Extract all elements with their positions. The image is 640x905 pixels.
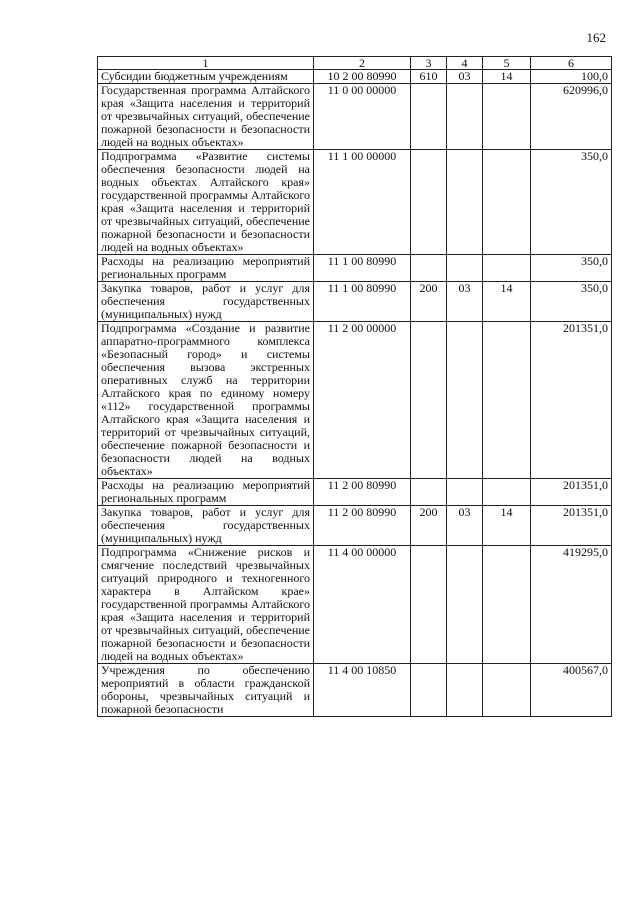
table-row (98, 479, 612, 506)
row-pr (483, 322, 531, 479)
column-number: 6 (531, 57, 612, 70)
row-rz: 03 (447, 282, 483, 322)
row-name: Закупка товаров, работ и услуг для обеспечения государственных (муниципальных) нужд (98, 282, 314, 322)
row-amount: 350,0 (531, 255, 612, 282)
row-rz (447, 664, 483, 717)
row-name: Расходы на реализацию мероприятий региональных программ (98, 479, 314, 506)
row-amount: 350,0 (531, 282, 612, 322)
row-amount: 201351,0 (531, 322, 612, 479)
table-row (98, 506, 612, 546)
row-pr: 14 (483, 282, 531, 322)
row-rz (447, 150, 483, 255)
row-code: 11 2 00 80990 (314, 506, 411, 546)
row-vr: 200 (411, 282, 447, 322)
row-pr (483, 150, 531, 255)
row-code: 11 1 00 80990 (314, 255, 411, 282)
table-row (98, 322, 612, 479)
row-rz (447, 255, 483, 282)
row-amount: 100,0 (531, 70, 612, 84)
row-name: Закупка товаров, работ и услуг для обеспечения государственных (муниципальных) нужд (98, 506, 314, 546)
table-row (98, 664, 612, 717)
row-rz (447, 546, 483, 664)
row-code: 11 4 00 10850 (314, 664, 411, 717)
row-pr (483, 255, 531, 282)
row-vr (411, 664, 447, 717)
row-pr (483, 546, 531, 664)
table-row (98, 282, 612, 322)
row-rz: 03 (447, 506, 483, 546)
row-vr: 200 (411, 506, 447, 546)
row-vr (411, 479, 447, 506)
row-pr (483, 84, 531, 150)
row-code: 10 2 00 80990 (314, 70, 411, 84)
row-code: 11 2 00 80990 (314, 479, 411, 506)
row-code: 11 1 00 80990 (314, 282, 411, 322)
row-name: Субсидии бюджетным учреждениям (98, 70, 314, 84)
row-vr (411, 546, 447, 664)
row-pr: 14 (483, 506, 531, 546)
row-amount: 419295,0 (531, 546, 612, 664)
row-vr (411, 255, 447, 282)
row-name: Подпрограмма «Развитие системы обеспечения безопасности людей на водных объектах Алтайского края» государственной программы Алтайского края «Защита населения и территорий от чрезвычайных ситуаций, обеспечение пожарной безопасности и безопасности людей на водных объектах» (98, 150, 314, 255)
row-rz (447, 322, 483, 479)
column-number-row (98, 57, 612, 70)
table-row (98, 84, 612, 150)
budget-table (97, 56, 612, 717)
row-pr: 14 (483, 70, 531, 84)
row-amount: 201351,0 (531, 479, 612, 506)
row-amount: 201351,0 (531, 506, 612, 546)
row-vr (411, 322, 447, 479)
column-number: 3 (411, 57, 447, 70)
row-code: 11 0 00 00000 (314, 84, 411, 150)
row-name: Учреждения по обеспечению мероприятий в области гражданской обороны, чрезвычайных ситуаций и пожарной безопасности (98, 664, 314, 717)
row-amount: 350,0 (531, 150, 612, 255)
column-number: 5 (483, 57, 531, 70)
table-row (98, 255, 612, 282)
row-vr: 610 (411, 70, 447, 84)
row-rz (447, 84, 483, 150)
table-row (98, 150, 612, 255)
row-rz (447, 479, 483, 506)
table-row (98, 70, 612, 84)
column-number: 1 (98, 57, 314, 70)
row-vr (411, 84, 447, 150)
table-row (98, 546, 612, 664)
column-number: 2 (314, 57, 411, 70)
row-name: Государственная программа Алтайского края «Защита населения и территорий от чрезвычайных ситуаций, обеспечение пожарной безопасности и безопасности людей на водных объектах» (98, 84, 314, 150)
row-rz: 03 (447, 70, 483, 84)
row-vr (411, 150, 447, 255)
row-name: Подпрограмма «Снижение рисков и смягчение последствий чрезвычайных ситуаций природного и техногенного характера в Алтайском крае» государственной программы Алтайского края «Защита населения и территорий от чрезвычайных ситуаций, обеспечение пожарной безопасности и безопасности людей на водных объектах» (98, 546, 314, 664)
row-code: 11 1 00 00000 (314, 150, 411, 255)
page-number: 162 (586, 30, 606, 45)
row-amount: 620996,0 (531, 84, 612, 150)
row-amount: 400567,0 (531, 664, 612, 717)
row-code: 11 4 00 00000 (314, 546, 411, 664)
row-pr (483, 664, 531, 717)
row-name: Подпрограмма «Создание и развитие аппаратно-программного комплекса «Безопасный город» и системы обеспечения вызова экстренных оперативных служб на территории Алтайского края по единому номеру «112» государственной программы Алтайского края «Защита населения и территорий от чрезвычайных ситуаций, обеспечение пожарной безопасности и безопасности людей на водных объектах» (98, 322, 314, 479)
row-name: Расходы на реализацию мероприятий региональных программ (98, 255, 314, 282)
row-code: 11 2 00 00000 (314, 322, 411, 479)
row-pr (483, 479, 531, 506)
column-number: 4 (447, 57, 483, 70)
